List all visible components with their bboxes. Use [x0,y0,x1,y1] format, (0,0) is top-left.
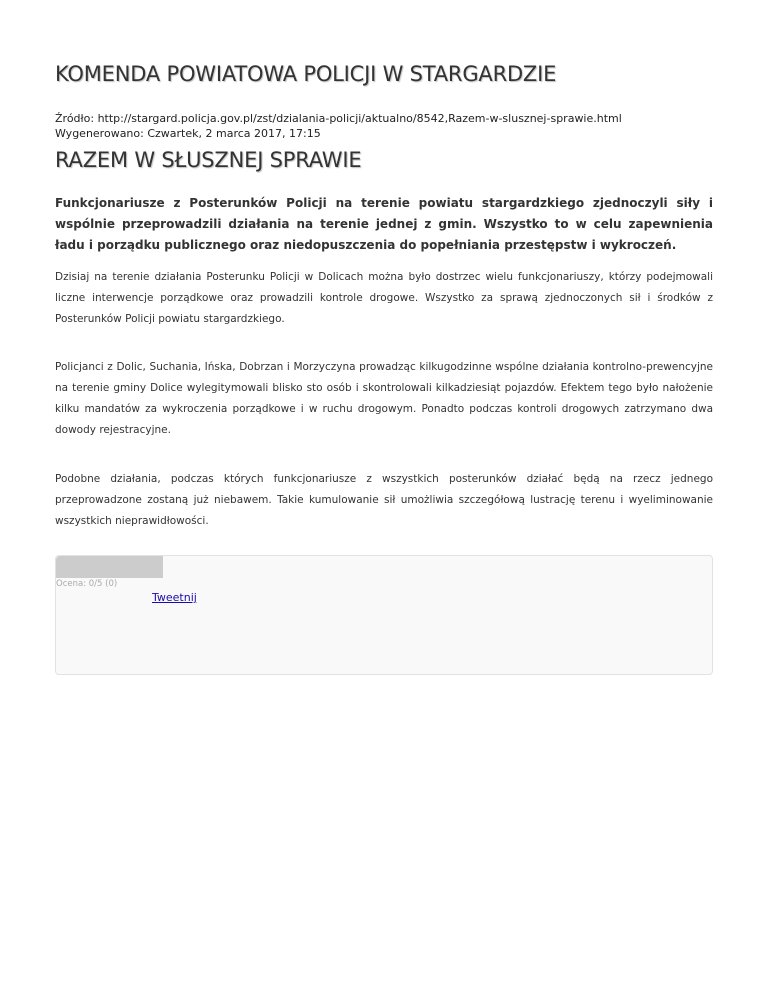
article-paragraph: Dzisiaj na terenie działania Posterunku Policji w Dolicach można było dostrzec wielu funkcjonariuszy, którzy podejmowali liczne interwencje porządkowe oraz prowadzili kontrole drogowe. Wszystko za sprawą zjednoczonych sił i środków z Posterunków Policji powiatu stargardzkiego. [55,271,713,325]
tweet-link[interactable]: Tweetnij [152,591,197,604]
generated-line: Wygenerowano: Czwartek, 2 marca 2017, 17:15 [55,127,321,140]
article-paragraph: Podobne działania, podczas których funkcjonariusze z wszystkich posterunków działać będą na rzecz jednego przeprowadzone zostaną już niebawem. Takie kumulowanie sił umożliwia szczegółową lustrację terenu i wyeliminowanie wszystkich nieprawidłowości. [55,473,713,527]
article-paragraph: Policjanci z Dolic, Suchania, Ińska, Dobrzan i Morzyczyna prowadząc kilkugodzinne wspólne działania kontrolno-prewencyjne na terenie gminy Dolice wylegitymowali blisko sto osób i skontrolowali kilkadziesiąt pojazdów. Efektem tego było nałożenie kilku mandatów za wykroczenia porządkowe i w ruchu drogowym. Ponadto podczas kontroli drogowych zatrzymano dwa dowody rejestracyjne. [55,361,713,436]
article-lead: Funkcjonariusze z Posterunków Policji na terenie powiatu stargardzkiego zjednoczyli siły i wspólnie przeprowadzili działania na terenie jednej z gmin. Wszystko to w celu zapewnienia ładu i porządku publicznego oraz niedopuszczenia do popełniania przestępstw i wykroczeń. [55,196,713,252]
rating-bar[interactable] [56,556,163,578]
rating-share-box [55,555,713,675]
document-meta [55,111,622,141]
article-title: RAZEM W SŁUSZNEJ SPRAWIE [55,148,362,172]
rating-label: Ocena: 0/5 (0) [56,579,118,589]
site-title: KOMENDA POWIATOWA POLICJI W STARGARDZIE [55,62,557,86]
source-line: Źródło: http://stargard.policja.gov.pl/zst/dzialania-policji/aktualno/8542,Razem-w-slusznej-sprawie.html [55,112,622,125]
